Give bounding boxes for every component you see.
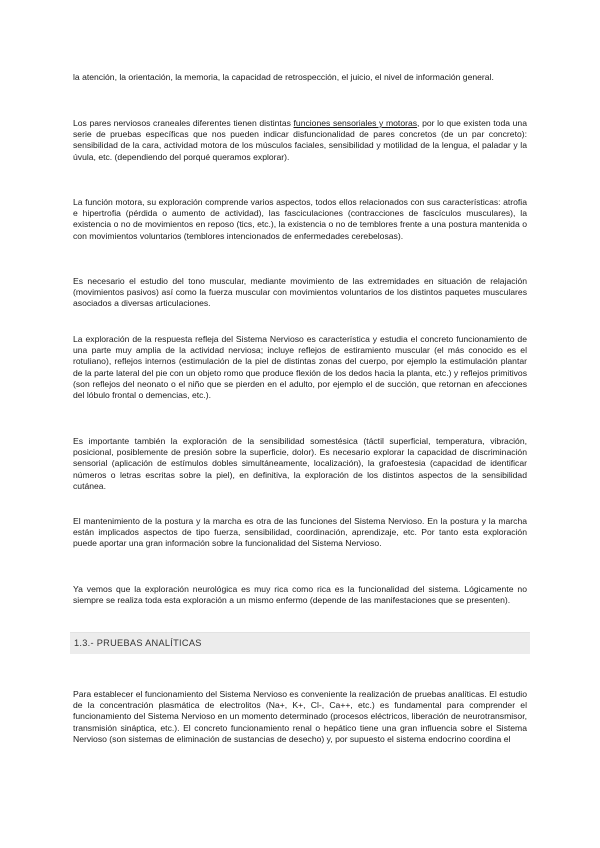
- paragraph-neuro-exam: Ya vemos que la exploración neurológica es muy rica como rica es la funcionalidad del sistema. Lógicamente no siempre se realiza toda esta exploración a un mismo enfermo (depende de las manifestaciones que se presenten).: [73, 584, 527, 606]
- paragraph-text: Los pares nerviosos craneales diferentes tienen distintas: [73, 118, 294, 128]
- paragraph-reflexes: La exploración de la respuesta refleja del Sistema Nervioso es característica y estudia el concreto funcionamiento de una parte muy amplia de la actividad nerviosa; incluye reflejos de estiramiento muscular (el más conocido es el rotuliano), reflejos internos (estimulación de la piel de distintas zonas del cuerpo, por ejemplo la estimulación plantar de la parte lateral del pie con un objeto romo que produce flexión de los dedos hacia la planta, etc.) y reflejos primitivos (son reflejos del neonato o el niño que se pierden en el adulto, por ejemplo el de succión, que retornan en afecciones del lóbulo frontal o demencias, etc.).: [73, 334, 527, 401]
- section-heading: 1.3.- PRUEBAS ANALÍTICAS: [74, 638, 202, 648]
- paragraph-cognitive: la atención, la orientación, la memoria, la capacidad de retrospección, el juicio, el nivel de información general.: [73, 72, 494, 82]
- paragraph-muscle-tone: Es necesario el estudio del tono muscular, mediante movimiento de las extremidades en situación de relajación (movimientos pasivos) así como la fuerza muscular con movimientos voluntarios de los distintos paquetes musculares asociados a diversas articulaciones.: [73, 276, 527, 309]
- paragraph-text: , por lo que existen toda una serie de pruebas específicas que nos pueden indicar disfuncionalidad de pares concretos (de un par concreto): sensibilidad de la cara, actividad motora de los músculos faciales, sensibilidad y motilidad de la lengua, el paladar y la úvula, etc. (dependiendo del porqué queramos explorar).: [73, 118, 527, 162]
- section-heading-bar: [70, 632, 530, 654]
- paragraph-analytical-tests: Para establecer el funcionamiento del Sistema Nervioso es conveniente la realización de pruebas analíticas. El estudio de la concentración plasmática de electrolitos (Na+, K+, Cl-, Ca++, etc.) es fundamental para comprender el funcionamiento del Sistema Nervioso en un momento determinado (procesos eléctricos, liberación de neurotransmisor, transmisión sináptica, etc.). El concreto funcionamiento renal o hepático tiene una gran influencia sobre el Sistema Nervioso (son sistemas de eliminación de sustancias de desecho) y, por supuesto el sistema endocrino coordina el: [73, 689, 527, 744]
- paragraph-posture-gait: El mantenimiento de la postura y la marcha es otra de las funciones del Sistema Nervioso. En la postura y la marcha están implicados aspectos de tipo fuerza, sensibilidad, coordinación, aprendizaje, etc. Por tanto esta exploración puede aportar una gran información sobre la funcionalidad del Sistema Nervioso.: [73, 516, 527, 549]
- sensory-motor-functions-link[interactable]: funciones sensoriales y motoras: [293, 118, 418, 128]
- paragraph-cranial-nerves: [73, 118, 527, 163]
- paragraph-sensitivity: Es importante también la exploración de la sensibilidad somestésica (táctil superficial, temperatura, vibración, posicional, posiblemente de presión sobre la superficie, dolor). Es necesario explorar la capacidad de discriminación sensorial (aplicación de estímulos dobles simultáneamente, localización), la grafoestesia (capacidad de identificar números o letras escritas sobre la piel), en definitiva, la exploración de los distintos aspectos de la sensibilidad cutánea.: [73, 436, 527, 491]
- paragraph-motor-function: La función motora, su exploración comprende varios aspectos, todos ellos relacionados con sus características: atrofia e hipertrofia (pérdida o aumento de actividad), las fasciculaciones (contracciones de fascículos musculares), la existencia o no de movimientos en reposo (tics, etc.), la existencia o no de temblores frente a una postura mantenida o con movimientos voluntarios (temblores intencionados de enfermedades cerebelosas).: [73, 197, 527, 241]
